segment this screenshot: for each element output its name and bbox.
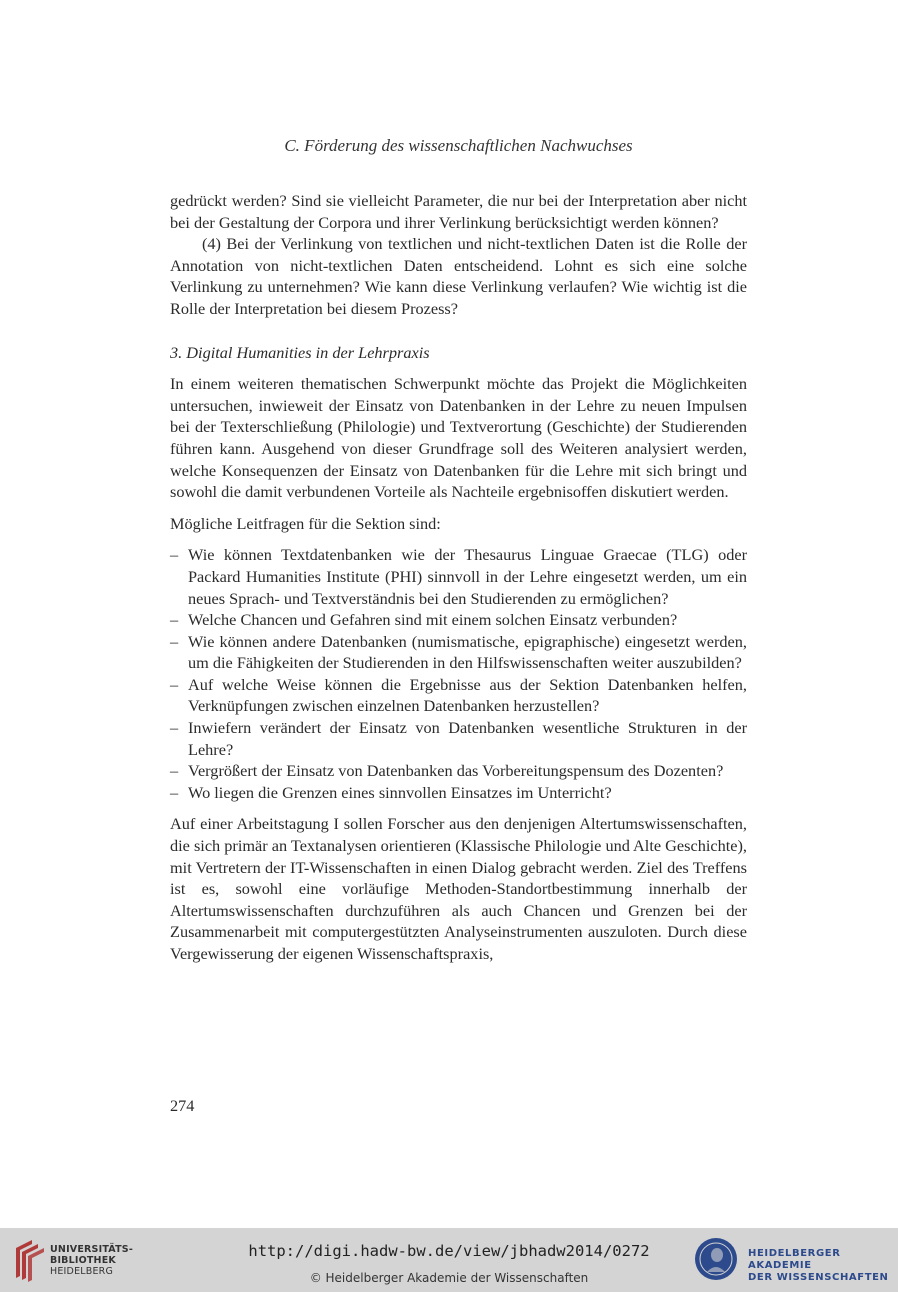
source-url-link[interactable]: http://digi.hadw-bw.de/view/jbhadw2014/0272 — [248, 1242, 650, 1260]
list-dash: – — [170, 545, 179, 565]
list-item — [170, 717, 747, 760]
list-dash: – — [170, 782, 179, 802]
list-item — [170, 760, 747, 782]
question-list — [170, 544, 747, 803]
paragraph-workshop: Auf einer Arbeitstagung I sollen Forscher aus den denjenigen Altertumswissenschaften, die sich primär an Textanalysen orientieren (Klassische Philologie und Alte Geschichte), mit Vertretern der IT-Wissenschaften in einen Dialog gebracht werden. Ziel des Treffens ist es, sowohl eine vorläufige Methoden-Standortbestimmung innerhalb der Altertumswissenschaften durchzuführen als auch Chancen und Grenzen bei der Zusammenarbeit mit computergestützten Analyseinstrumenten auszuloten. Durch diese Vergewisserung der eigenen Wissenschaftspraxis, — [170, 814, 747, 963]
list-item — [170, 544, 747, 609]
running-title: C. Förderung des wissenschaftlichen Nachwuchses — [284, 136, 633, 155]
list-item — [170, 631, 747, 674]
academy-name: HEIDELBERGER AKADEMIE DER WISSENSCHAFTEN — [748, 1248, 889, 1283]
page-number: 274 — [170, 1096, 195, 1115]
paragraph-continuation: gedrückt werden? Sind sie vielleicht Parameter, die nur bei der Interpretation aber nicht bei der Gestaltung der Corpora und ihrer Verlinkung berücksichtigt werden können? — [170, 191, 747, 232]
footer-bar — [0, 1228, 898, 1292]
list-item — [170, 609, 747, 631]
section-heading: 3. Digital Humanities in der Lehrpraxis — [170, 342, 430, 362]
list-item — [170, 782, 747, 804]
body-text — [170, 190, 747, 965]
academy-seal-icon — [693, 1236, 739, 1282]
paragraph-guiding-questions: Mögliche Leitfragen für die Sektion sind: — [170, 513, 441, 533]
list-dash: – — [170, 674, 179, 694]
paragraph-question-4: (4) Bei der Verlinkung von textlichen und nicht-textlichen Daten ist die Rolle der Annotation von nicht-textlichen Daten entscheidend. Lohnt es sich eine solche Verlinkung zu unternehmen? Wie kann diese Verlinkung verlaufen? Wie wichtig ist die Rolle der Interpretation bei diesem Prozess? — [170, 234, 747, 318]
list-item-text: Wo liegen die Grenzen eines sinnvollen Einsatzes im Unterricht? — [188, 782, 612, 802]
copyright-notice: © Heidelberger Akademie der Wissenschaften — [309, 1271, 589, 1285]
list-item-text: Vergrößert der Einsatz von Datenbanken das Vorbereitungspensum des Dozenten? — [188, 761, 724, 781]
list-dash: – — [170, 631, 179, 651]
list-item-text: Welche Chancen und Gefahren sind mit einem solchen Einsatz verbunden? — [188, 610, 678, 630]
list-dash: – — [170, 610, 179, 630]
list-item-text: Wie können andere Datenbanken (numismatische, epigraphische) eingesetzt werden, um die Fähigkeiten der Studierenden in den Hilfswissenschaften weiter auszubilden? — [188, 631, 747, 673]
list-item — [170, 674, 747, 717]
paragraph-intro: In einem weiteren thematischen Schwerpunkt möchte das Projekt die Möglichkeiten untersuchen, inwieweit der Einsatz von Datenbanken in der Lehre zu neuen Impulsen bei der Texterschließung (Philologie) und Textverortung (Geschichte) der Studierenden führen kann. Ausgehend von dieser Grundfrage soll des Weiteren analysiert werden, welche Konsequenzen der Einsatz von Datenbanken für die Lehre mit sich bringt und sowohl die damit verbundenen Vorteile als Nachteile ergebnisoffen diskutiert werden. — [170, 374, 747, 502]
list-item-text: Auf welche Weise können die Ergebnisse aus der Sektion Datenbanken helfen, Verknüpfungen zwischen einzelnen Datenbanken herzustellen? — [188, 674, 747, 716]
list-item-text: Inwiefern verändert der Einsatz von Datenbanken wesentliche Strukturen in der Lehre? — [188, 718, 747, 759]
university-library-name: UNIVERSITÄTS- BIBLIOTHEK HEIDELBERG — [50, 1244, 133, 1277]
list-dash: – — [170, 718, 179, 738]
list-dash: – — [170, 761, 179, 781]
list-item-text: Wie können Textdatenbanken wie der Thesaurus Linguae Graecae (TLG) oder Packard Humanities Institute (PHI) sinnvoll in der Lehre eingesetzt werden, um ein neues Sprach- und Textverständnis bei den Studierenden zu ermöglichen? — [188, 545, 747, 608]
